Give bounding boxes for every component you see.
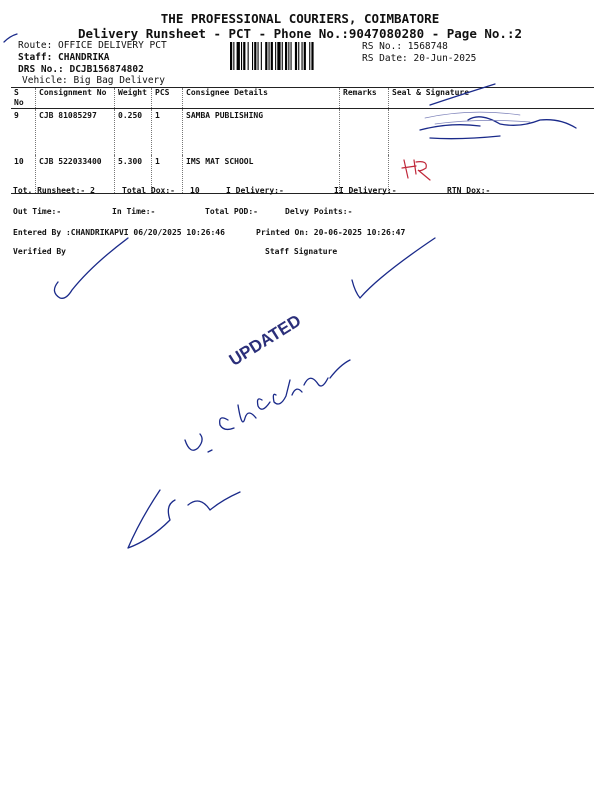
document-subtitle: Delivery Runsheet - PCT - Phone No.:9047080280 - Page No.:2 (77, 26, 522, 41)
bottom-left-signature (128, 490, 240, 548)
runsheet-table (11, 87, 594, 194)
chandrika-signature (185, 360, 350, 452)
drs-number: DRS No.: DCJB156874802 (18, 64, 144, 75)
cell-sno: 10 (11, 155, 36, 194)
rtn-dox: RTN Dox:- (447, 186, 491, 195)
header-remarks: Remarks (340, 88, 389, 109)
printed-on: Printed On: 20-06-2025 10:26:47 (256, 228, 406, 237)
total-dox-label: Total Dox:- (122, 186, 175, 195)
cell-pcs: 1 (152, 155, 183, 194)
rs-date: RS Date: 20-Jun-2025 (362, 53, 477, 64)
header-weight: Weight (115, 88, 152, 109)
cell-signature (389, 155, 595, 194)
header-sno: S No (11, 88, 36, 109)
cell-consignment: CJB 81085297 (36, 109, 115, 156)
verified-by: Verified By (13, 247, 66, 256)
header-pcs: PCS (152, 88, 183, 109)
document-title: THE PROFESSIONAL COURIERS, COIMBATORE (160, 11, 440, 26)
out-time: Out Time:- (13, 207, 62, 216)
delvy-points: Delvy Points:- (285, 207, 353, 216)
route-text: Route: OFFICE DELIVERY PCT (18, 40, 167, 51)
header-seal-signature: Seal & Signature (389, 88, 595, 109)
staff-text: Staff: CHANDRIKA (18, 52, 110, 63)
total-pod: Total POD:- (205, 207, 258, 216)
staff-tick-signature (352, 238, 435, 298)
cell-signature (389, 109, 595, 156)
entered-by: Entered By :CHANDRIKAPVI 06/20/2025 10:26:46 (13, 228, 225, 237)
cell-pcs: 1 (152, 109, 183, 156)
header-consignment: Consignment No (36, 88, 115, 109)
updated-stamp (226, 311, 305, 370)
table-row (11, 109, 594, 156)
cell-weight: 0.250 (115, 109, 152, 156)
in-time: In Time:- (112, 207, 156, 216)
staff-signature-label: Staff Signature (265, 247, 338, 256)
table-header-row (11, 88, 594, 109)
cell-weight: 5.300 (115, 155, 152, 194)
rs-number: RS No.: 1568748 (362, 41, 448, 52)
cell-consignment: CJB 522033400 (36, 155, 115, 194)
cell-consignee: IMS MAT SCHOOL (183, 155, 340, 194)
header-consignee: Consignee Details (183, 88, 340, 109)
cell-consignee: SAMBA PUBLISHING (183, 109, 340, 156)
total-dox-value: 10 (190, 186, 200, 195)
cell-remarks (340, 109, 389, 156)
ii-delivery: II Delivery:- (334, 186, 397, 195)
vehicle-text: Vehicle: Big Bag Delivery (22, 75, 165, 86)
barcode (230, 42, 355, 70)
updated-stamp-text: UPDATED (225, 310, 305, 370)
table-row (11, 155, 594, 194)
tot-runsheet: Tot. Runsheet:- 2 (13, 186, 95, 195)
cell-sno: 9 (14, 111, 19, 120)
i-delivery: I Delivery:- (226, 186, 284, 195)
